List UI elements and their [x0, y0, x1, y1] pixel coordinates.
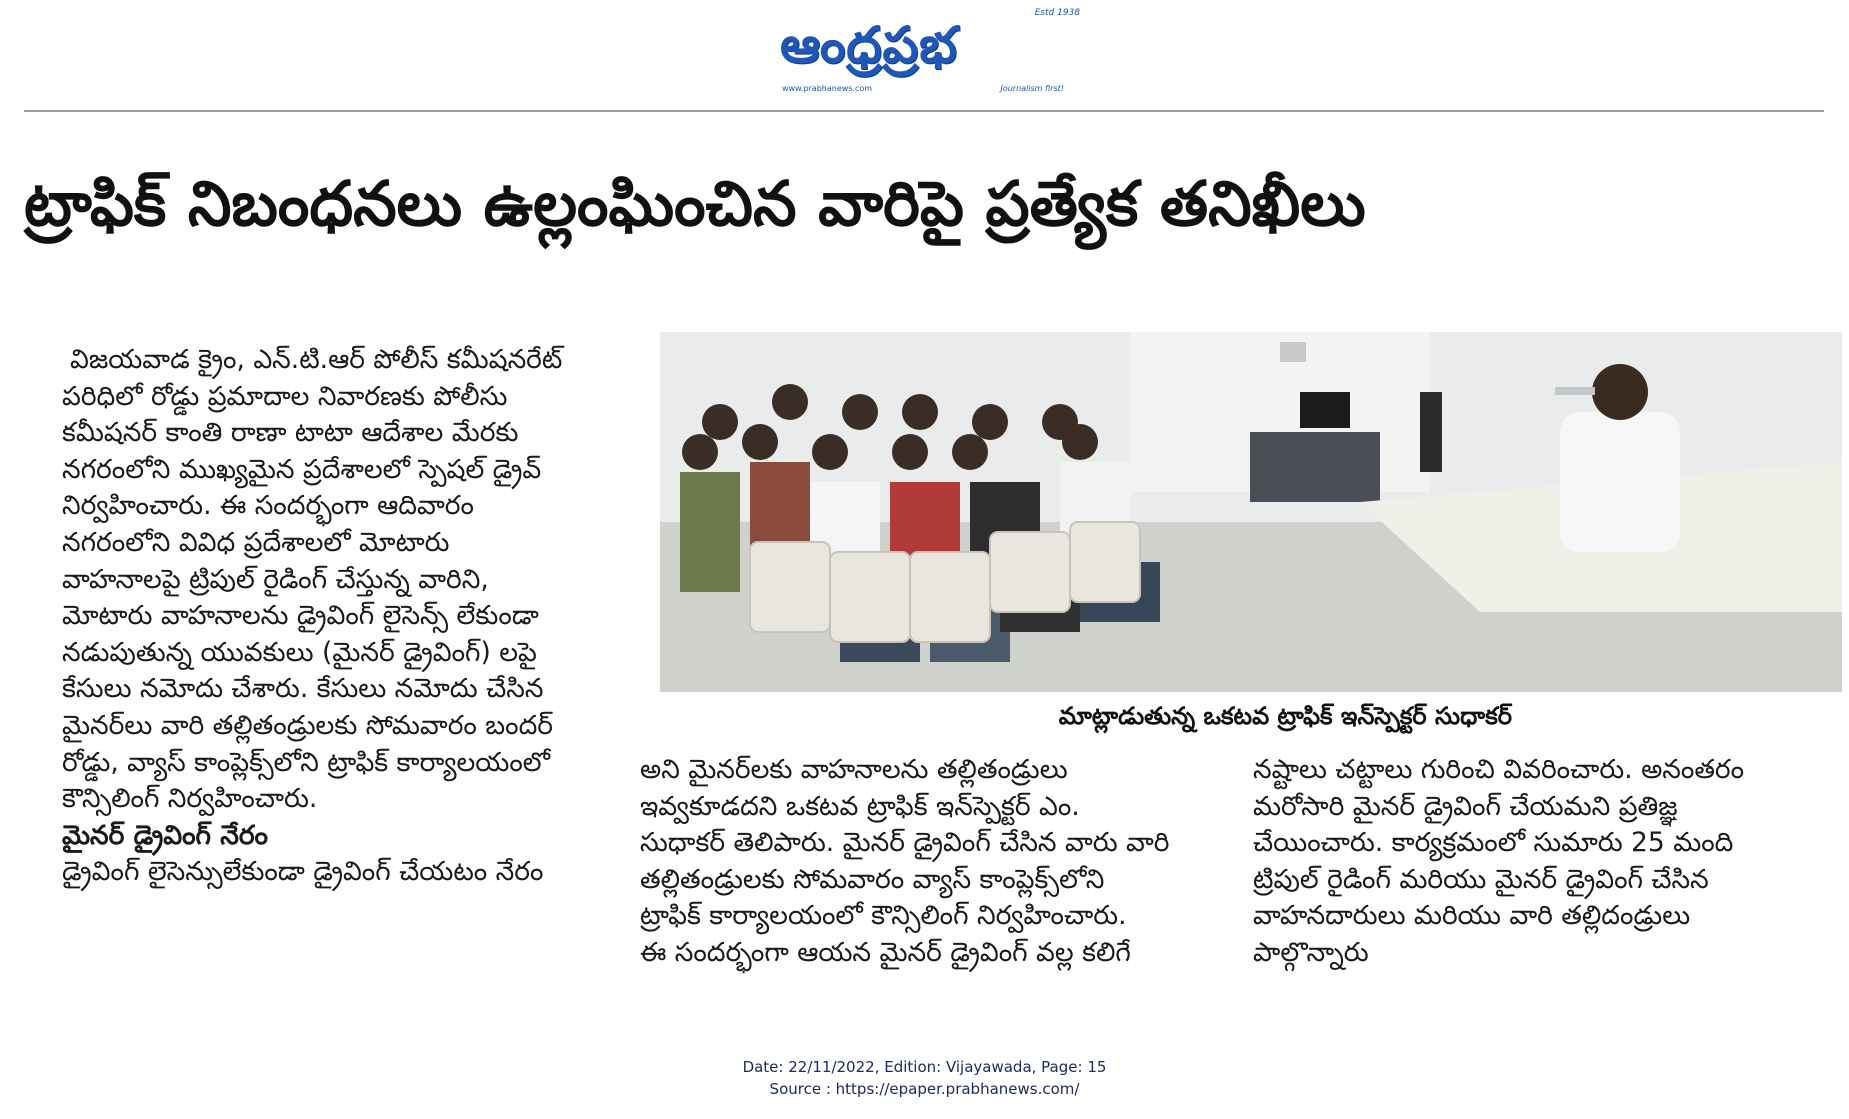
footer-date-edition: Date: 22/11/2022, Edition: Vijayawada, Page: 15	[742, 1058, 1107, 1076]
header-divider	[24, 110, 1824, 112]
article-column-1	[62, 342, 622, 891]
photo-caption-text: మాట్లాడుతున్న ఒకటవ ట్రాఫిక్ ఇన్‌స్పెక్టర్ సుధాకర్	[1058, 702, 1512, 730]
article-headline: ట్రాఫిక్ నిబంధనలు ఉల్లంఘించిన వారిపై ప్రత్యేక తనిఖీలు	[24, 167, 1366, 240]
newspaper-logo: ఆంధ్రప్రభ	[780, 16, 958, 74]
col1-line: నగరంలోని ముఖ్యమైన ప్రదేశాలలో స్పెషల్ డ్రైవ్	[62, 453, 542, 485]
footer-source-link[interactable]: Source : https://epaper.prabhanews.com/	[769, 1080, 1080, 1098]
col2-line: ట్రాఫిక్ కార్యాలయంలో కౌన్సిలింగ్ నిర్వహించారు.	[640, 900, 1127, 932]
source-footer	[0, 1056, 1849, 1100]
col1-line: మోటారు వాహనాలను డ్రైవింగ్ లైసెన్స్ లేకుండా	[62, 600, 539, 632]
col1-line: నడుపుతున్న యువకులు (మైనర్ డ్రైవింగ్) లపై	[62, 636, 537, 668]
masthead-tagline: Journalism first!	[1000, 84, 1064, 93]
col1-line: పరిధిలో రోడ్డు ప్రమాదాల నివారణకు పోలీసు	[62, 380, 508, 412]
col1-line: విజయవాడ క్రైం, ఎన్.టి.ఆర్ పోలీస్ కమీషనరేట్	[70, 344, 563, 375]
col2-line: తల్లితండ్రులకు సోమవారం వ్యాస్ కాంప్లెక్స్‌లోని	[640, 863, 1105, 895]
col1-line: వాహనాలపై ట్రిపుల్ రైడింగ్ చేస్తున్న వారిని,	[62, 563, 489, 595]
col3-line: చేయించారు. కార్యక్రమంలో సుమారు 25 మంది	[1253, 827, 1734, 859]
masthead-estd: Estd 1938	[1034, 8, 1080, 18]
col1-line: రోడ్డు, వ్యాస్ కాంప్లెక్స్‌లోని ట్రాఫిక్ కార్యాలయంలో	[62, 746, 551, 778]
col1-line: మైనర్‌లు వారి తల్లితండ్రులకు సోమవారం బందర్	[62, 709, 554, 741]
col3-line: మరోసారి మైనర్ డ్రైవింగ్ చేయమని ప్రతిజ్ఞ	[1253, 790, 1678, 822]
col3-line: పాల్గొన్నారు	[1253, 936, 1369, 968]
col1-line: నగరంలోని వివిధ ప్రదేశాలలో మోటారు	[62, 526, 450, 558]
col1-line: కేసులు నమోదు చేశారు. కేసులు నమోదు చేసిన	[62, 673, 544, 705]
masthead	[760, 8, 1090, 96]
col1-line: కమీషనర్ కాంతి రాణా టాటా ఆదేశాల మేరకు	[62, 417, 519, 449]
col1-line: నిర్వహించారు. ఈ సందర్భంగా ఆదివారం	[62, 490, 474, 522]
article-column-3	[1253, 752, 1823, 972]
col2-line: ఈ సందర్భంగా ఆయన మైనర్ డ్రైవింగ్ వల్ల కలిగే	[640, 936, 1131, 968]
col2-line: అని మైనర్‌లకు వాహనాలను తల్లితండ్రులు	[640, 754, 1068, 785]
article-photo	[660, 332, 1842, 692]
col3-line: ట్రిపుల్ రైడింగ్ మరియు మైనర్ డ్రైవింగ్ చేసిన	[1253, 863, 1709, 895]
col3-line: నష్టాలు చట్టాలు గురించి వివరించారు. అనంతరం	[1253, 754, 1745, 785]
col3-line: వాహనదారులు మరియు వారి తల్లిదండ్రులు	[1253, 900, 1691, 932]
col1-line: డ్రైవింగ్ లైసెన్సులేకుండా డ్రైవింగ్ చేయటం నేరం	[62, 856, 544, 888]
col1-line: కౌన్సిలింగ్ నిర్వహించారు.	[62, 783, 318, 815]
col2-line: సుధాకర్ తెలిపారు. మైనర్ డ్రైవింగ్ చేసిన వారు వారి	[640, 827, 1170, 859]
article-column-2	[640, 752, 1200, 972]
col2-line: ఇవ్వకూడదని ఒకటవ ట్రాఫిక్ ఇన్‌స్పెక్టర్ ఎం.	[640, 790, 1080, 822]
photo-caption	[660, 694, 1842, 738]
article-subheading: మైనర్ డ్రైవింగ్ నేరం	[62, 819, 268, 851]
masthead-website: www.prabhanews.com	[782, 84, 873, 93]
